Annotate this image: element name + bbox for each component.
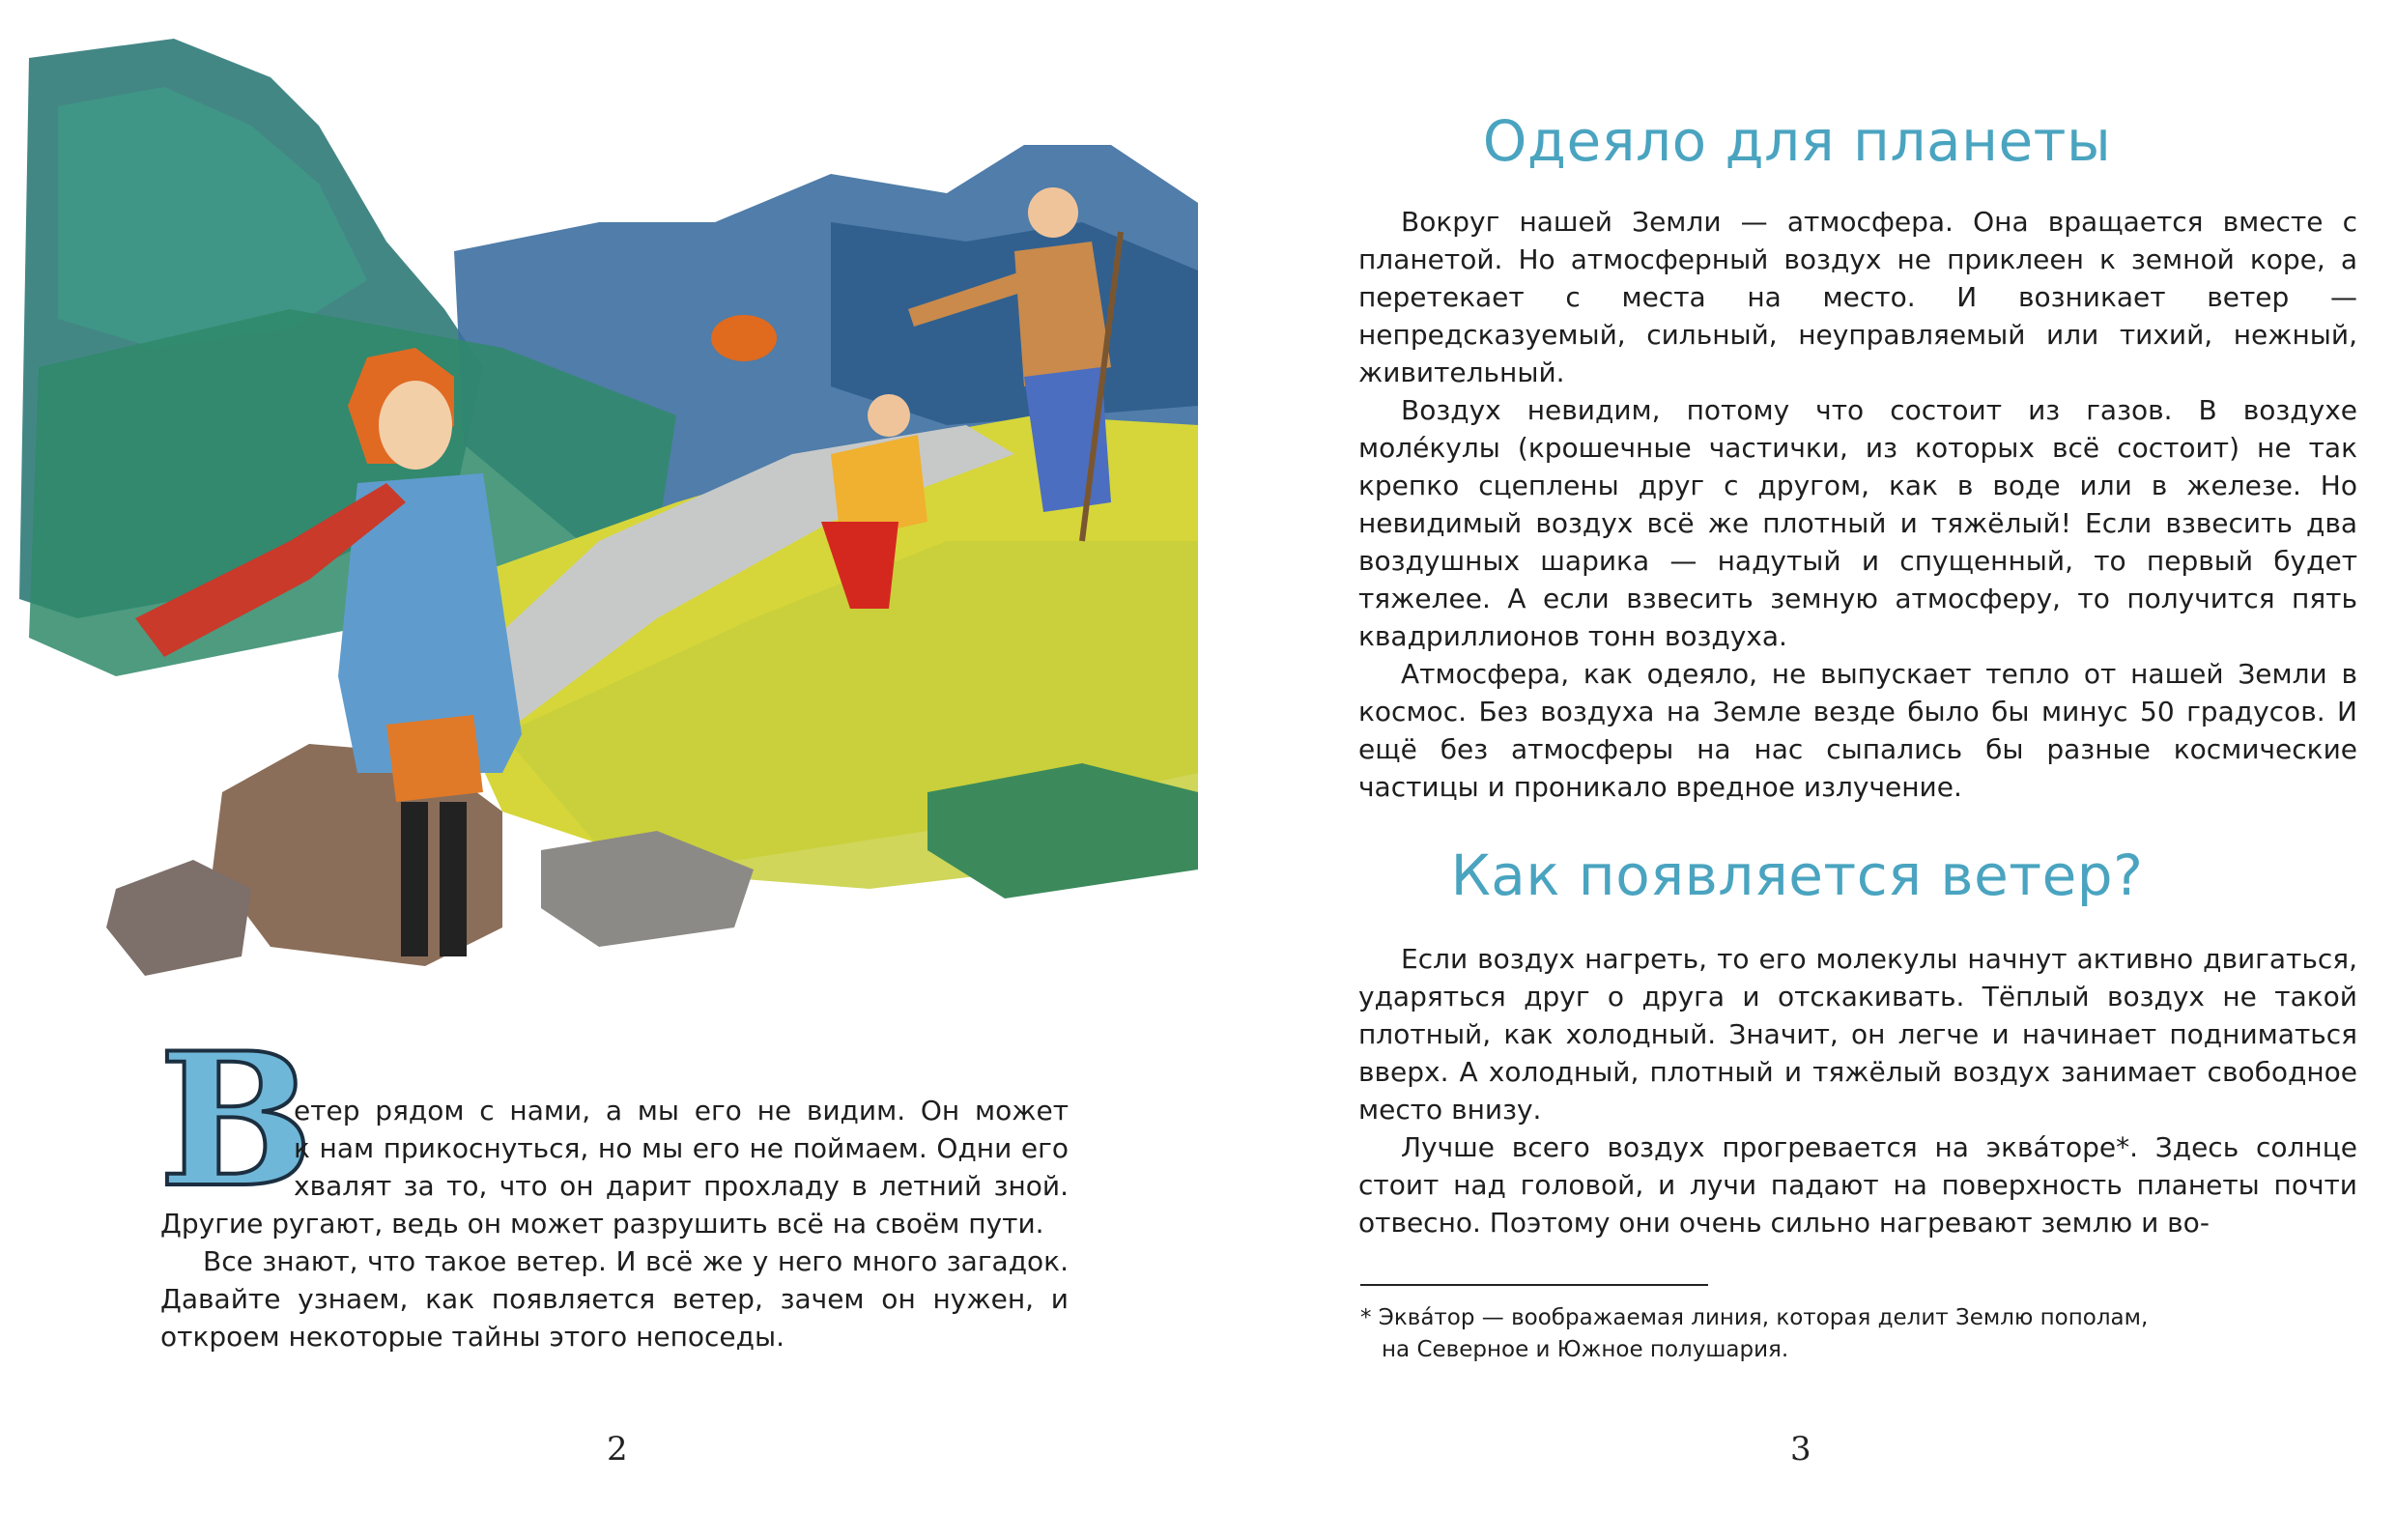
girl-skirt <box>386 715 483 802</box>
heading-how-wind-appears: Как появляется ветер? <box>1450 842 2144 908</box>
girl-leg-right <box>440 802 467 956</box>
section2-paragraph-2: Лучше всего воздух прогревается на эквáторе*. Здесь солнце стоит над головой, и лучи падают на поверхность планеты почти отвесно. Поэтому они очень сильно нагревают землю и во- <box>1358 1131 2357 1239</box>
section-atmosphere <box>1358 203 2357 806</box>
page-number-left: 2 <box>607 1430 628 1469</box>
intro-line-3: хвалят за то, что он дарит прохладу в летний зной. <box>294 1170 1069 1202</box>
mountain-highlight <box>58 87 367 348</box>
section2-paragraph-1: Если воздух нагреть, то его молекулы начнут активно двигаться, ударяться друг о друга и отскакивать. Тёплый воздух не такой плотный, как холодный. Значит, он легче и начинает подниматься вверх. А холодный, плотный и тяжёлый воздух занимает свободное место внизу. <box>1358 943 2357 1126</box>
section1-paragraph-3: Атмосфера, как одеяло, не выпускает тепло от нашей Земли в космос. Без воздуха на Земле везде было бы минус 50 градусов. И ещё без атмосферы на нас сыпались бы разные космические частицы и проникало вредное излучение. <box>1358 658 2357 803</box>
child-head <box>868 394 910 437</box>
intro-paragraph-2: Все знают, что такое ветер. И всё же у него много загадок. Давайте узнаем, как появляется ветер, зачем он нужен, и откроем некоторые тайны этого непоседы. <box>160 1245 1069 1353</box>
illustration-mountain-wind-scene <box>0 0 1217 1043</box>
intro-line-1: етер рядом с нами, а мы его не видим. Он может <box>294 1095 1069 1126</box>
footnote-line-1: * Эквáтор — воображаемая линия, которая делит Землю пополам, <box>1360 1305 2149 1330</box>
illustration-art <box>0 0 1217 1043</box>
page-number-right: 3 <box>1790 1430 1811 1469</box>
intro-line-2: к нам прикоснуться, но мы его не поймаем. Одни его <box>294 1132 1069 1164</box>
section1-paragraph-2: Воздух невидим, потому что состоит из газов. В воздухе молéкулы (крошечные частички, из которых всё состоит) не так крепко сцеплены друг с другом, как в воде или в железе. Но невидимый воздух всё же плотный и тяжёлый! Если взвесить два воздушных шарика — надутый и спущенный, то первый будет тяжелее. А если взвесить земную атмосферу, то получится пять квадриллионов тонн воздуха. <box>1358 394 2357 652</box>
footnote <box>1360 1302 2230 1366</box>
right-page <box>1198 0 2396 1540</box>
section1-paragraph-1: Вокруг нашей Земли — атмосфера. Она вращается вместе с планетой. Но атмосферный воздух не приклеен к земной коре, а перетекает с места на место. И возникает ветер — непредсказуемый, сильный, неуправляемый или тихий, нежный, живительный. <box>1358 206 2357 388</box>
section-wind-origin <box>1358 940 2357 1241</box>
girl-face <box>379 381 452 470</box>
intro-line-4: Другие ругают, ведь он может разрушить всё на своём пути. <box>160 1208 1044 1240</box>
footnote-divider <box>1360 1284 1708 1286</box>
girl-leg-left <box>401 802 428 956</box>
footnote-line-2: на Северное и Южное полушария. <box>1382 1337 1789 1362</box>
intro-text <box>160 1092 1069 1355</box>
heading-blanket-for-planet: Одеяло для планеты <box>1482 108 2112 174</box>
drop-cap-letter: В <box>158 1012 314 1228</box>
flying-hat <box>711 315 777 361</box>
old-man-head <box>1028 187 1078 238</box>
